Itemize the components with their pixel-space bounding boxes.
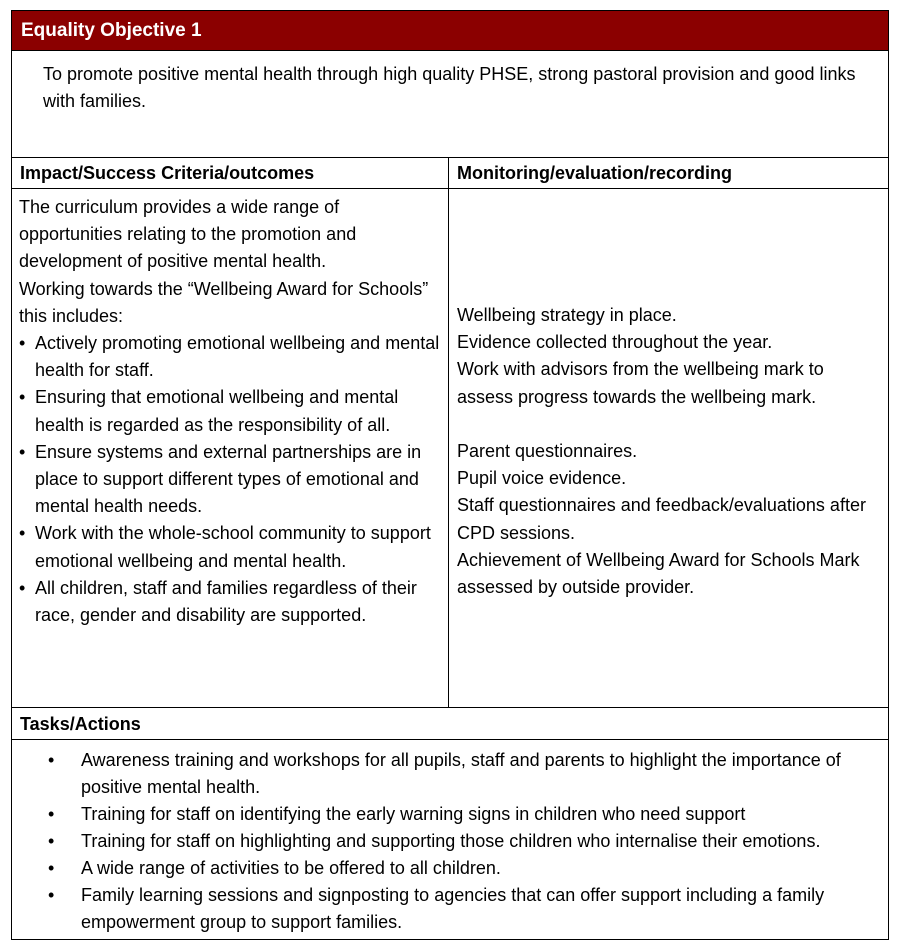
bullet-icon: •: [48, 885, 55, 905]
monitoring-column-header: Monitoring/evaluation/recording: [449, 158, 888, 189]
bullet-icon: •: [19, 577, 26, 598]
monitoring-line: Evidence collected throughout the year.: [457, 332, 773, 353]
list-item: [19, 330, 442, 384]
list-item: [48, 855, 868, 882]
tasks-body: [12, 740, 888, 939]
list-item-text: Family learning sessions and signposting to agencies that can offer support including a family empowerment group to support families.: [81, 885, 825, 932]
list-item-text: Training for staff on identifying the early warning signs in children who need support: [81, 804, 746, 824]
impact-column-body: [12, 189, 448, 707]
impact-bullet-list: [19, 330, 442, 629]
list-item-text: Ensure systems and external partnerships are in place to support different types of emotional and mental health needs.: [35, 441, 422, 517]
list-item-text: A wide range of activities to be offered to all children.: [81, 858, 501, 878]
objective-title: Equality Objective 1: [12, 11, 888, 51]
list-item: [48, 801, 868, 828]
spacer: [457, 411, 882, 438]
impact-intro-text: Working towards the “Wellbeing Award for Schools” this includes:: [19, 278, 429, 326]
monitoring-line: Pupil voice evidence.: [457, 468, 627, 489]
list-item-text: Training for staff on highlighting and supporting those children who internalise their emotions.: [81, 831, 821, 851]
equality-objective-document: [11, 10, 889, 940]
list-item-text: Ensuring that emotional wellbeing and mental health is regarded as the responsibility of all.: [35, 387, 399, 435]
bullet-icon: •: [48, 831, 55, 851]
monitoring-line: Work with advisors from the wellbeing mark to assess progress towards the wellbeing mark.: [457, 359, 824, 407]
list-item: [48, 747, 868, 801]
bullet-icon: •: [19, 441, 26, 462]
list-item: [48, 828, 868, 855]
list-item-text: Work with the whole-school community to support emotional wellbeing and mental health.: [35, 523, 431, 571]
objective-statement: To promote positive mental health through high quality PHSE, strong pastoral provision and good links with families.: [12, 51, 888, 158]
tasks-list: [48, 747, 868, 936]
list-item-text: All children, staff and families regardless of their race, gender and disability are supported.: [35, 577, 417, 626]
bullet-icon: •: [19, 333, 26, 354]
list-item: [48, 882, 868, 936]
list-item: [19, 520, 442, 574]
monitoring-column-body: [449, 189, 888, 707]
bullet-icon: •: [48, 750, 55, 770]
monitoring-column: [449, 158, 888, 707]
monitoring-line: Wellbeing strategy in place.: [457, 305, 677, 325]
list-item-text: Actively promoting emotional wellbeing and mental health for staff.: [35, 333, 440, 381]
bullet-icon: •: [48, 858, 55, 878]
impact-intro-text: The curriculum provides a wide range of opportunities relating to the promotion and development of positive mental health.: [19, 197, 357, 272]
impact-column: [12, 158, 449, 707]
criteria-monitoring-table: [12, 158, 888, 708]
monitoring-line: Achievement of Wellbeing Award for Schools Mark assessed by outside provider.: [457, 549, 860, 598]
list-item-text: Awareness training and workshops for all pupils, staff and parents to highlight the importance of positive mental health.: [81, 750, 841, 797]
monitoring-line: Parent questionnaires.: [457, 441, 638, 461]
list-item: [19, 439, 442, 521]
list-item: [19, 384, 442, 438]
bullet-icon: •: [19, 387, 26, 408]
tasks-header: Tasks/Actions: [12, 708, 888, 740]
monitoring-line: Staff questionnaires and feedback/evaluations after CPD sessions.: [457, 495, 866, 543]
list-item: [19, 575, 442, 629]
bullet-icon: •: [19, 523, 26, 544]
bullet-icon: •: [48, 804, 55, 824]
impact-column-header: Impact/Success Criteria/outcomes: [12, 158, 448, 189]
